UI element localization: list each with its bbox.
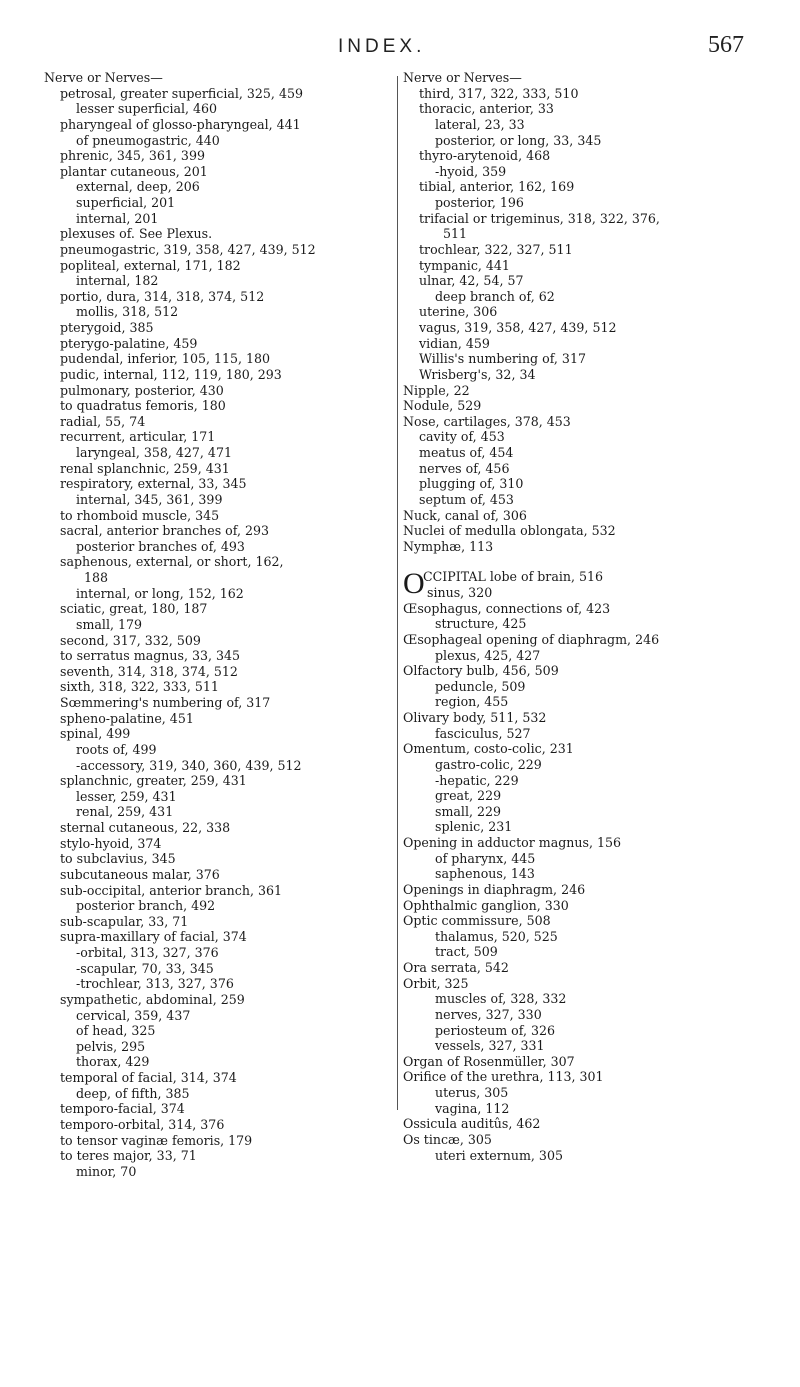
index-subentry: internal, 345, 361, 399 [76, 491, 223, 507]
index-subentry: of head, 325 [76, 1023, 156, 1039]
index-subentry: sub-occipital, anterior branch, 361 [60, 882, 282, 898]
index-subentry: splanchnic, greater, 259, 431 [60, 773, 247, 789]
index-subentry: deep, of fifth, 385 [76, 1085, 190, 1101]
index-subentry: -hepatic, 229 [435, 772, 519, 788]
index-subentry: renal, 259, 431 [76, 804, 174, 820]
index-subentry: deep branch of, 62 [435, 288, 555, 304]
index-heading: Nipple, 22 [403, 382, 470, 398]
index-subentry: seventh, 314, 318, 374, 512 [60, 663, 238, 679]
index-subentry: petrosal, greater superficial, 325, 459 [60, 85, 303, 101]
index-subentry: meatus of, 454 [419, 445, 514, 460]
index-heading: Olfactory bulb, 456, 509 [403, 663, 559, 679]
index-subentry: vessels, 327, 331 [435, 1038, 545, 1054]
section-gap [403, 554, 783, 569]
index-subentry: sacral, anterior branches of, 293 [60, 523, 269, 539]
index-subentry: spinal, 499 [60, 726, 131, 742]
index-subentry: uterine, 306 [419, 304, 498, 320]
index-subentry: sternal cutaneous, 22, 338 [60, 820, 231, 835]
index-subentry: external, deep, 206 [76, 179, 200, 195]
index-subentry: uteri externum, 305 [435, 1147, 563, 1163]
index-section-n [403, 70, 783, 554]
column-divider [397, 76, 398, 1110]
index-subentry: nerves of, 456 [419, 460, 510, 476]
index-heading: Nerve or Nerves— [44, 70, 163, 85]
index-subentry: 511 [443, 226, 468, 242]
right-index-column [403, 70, 783, 1163]
index-subentry: temporal of facial, 314, 374 [60, 1070, 237, 1085]
index-subentry: plugging of, 310 [419, 476, 524, 492]
index-subentry: pterygoid, 385 [60, 320, 154, 335]
index-subentry: posterior, or long, 33, 345 [435, 132, 602, 148]
index-section-o [403, 601, 783, 1164]
index-subentry: thoracic, anterior, 33 [419, 101, 554, 117]
index-heading: Œsophageal opening of diaphragm, 246 [403, 631, 660, 647]
index-subentry: peduncle, 509 [435, 678, 526, 694]
index-heading: Nose, cartilages, 378, 453 [403, 413, 571, 429]
index-subentry: vidian, 459 [419, 335, 490, 351]
index-subentry: pneumogastric, 319, 358, 427, 439, 512 [60, 241, 316, 257]
index-heading: Ophthalmic ganglion, 330 [403, 897, 569, 913]
index-subentry: plantar cutaneous, 201 [60, 163, 208, 179]
index-heading: Orifice of the urethra, 113, 301 [403, 1069, 604, 1085]
index-subentry: thorax, 429 [76, 1054, 150, 1070]
index-subentry: saphenous, 143 [435, 866, 535, 882]
index-subentry: minor, 70 [76, 1163, 137, 1179]
index-heading: Os tincæ, 305 [403, 1131, 492, 1147]
index-subentry: 188 [84, 570, 109, 585]
index-subentry: supra-maxillary of facial, 374 [60, 929, 247, 945]
index-subentry: internal, 182 [76, 273, 159, 289]
index-subentry: plexus, 425, 427 [435, 647, 541, 663]
index-subentry: fasciculus, 527 [435, 725, 531, 741]
index-subentry: temporo-facial, 374 [60, 1101, 185, 1117]
index-heading: Nerve or Nerves— [403, 70, 522, 85]
index-subentry: lesser superficial, 460 [76, 101, 218, 117]
index-subentry: lesser, 259, 431 [76, 788, 177, 804]
occipital-subentry-text: sinus, 320 [427, 585, 493, 600]
index-subentry: laryngeal, 358, 427, 471 [76, 445, 232, 460]
index-subentry: ulnar, 42, 54, 57 [419, 273, 524, 289]
index-subentry: -trochlear, 313, 327, 376 [76, 976, 234, 992]
index-heading: Opening in adductor magnus, 156 [403, 835, 621, 850]
page-number: 567 [708, 32, 744, 58]
index-subentry: radial, 55, 74 [60, 413, 146, 429]
index-heading: Olivary body, 511, 532 [403, 710, 547, 725]
index-subentry: sympathetic, abdominal, 259 [60, 991, 245, 1007]
left-index-column [44, 70, 399, 1179]
index-subentry: sixth, 318, 322, 333, 511 [60, 679, 219, 695]
index-heading: Organ of Rosenmüller, 307 [403, 1053, 575, 1069]
index-subentry: to teres major, 33, 71 [60, 1148, 197, 1164]
index-subentry: posterior branch, 492 [76, 898, 216, 914]
index-heading: Orbit, 325 [403, 975, 469, 991]
page-title: INDEX. [338, 36, 426, 57]
index-subentry: small, 229 [435, 803, 502, 819]
index-subentry: respiratory, external, 33, 345 [60, 476, 247, 492]
index-subentry: mollis, 318, 512 [76, 304, 179, 320]
index-subentry: tibial, anterior, 162, 169 [419, 179, 575, 195]
index-subentry: recurrent, articular, 171 [60, 429, 216, 445]
index-subentry: structure, 425 [435, 616, 527, 632]
index-subentry: gastro-colic, 229 [435, 756, 542, 772]
occipital-entry-text: CCIPITAL lobe of brain, 516 [423, 569, 604, 585]
index-subentry: -accessory, 319, 340, 360, 439, 512 [76, 757, 302, 773]
index-subentry: to tensor vaginæ femoris, 179 [60, 1132, 253, 1148]
index-subentry: -hyoid, 359 [435, 163, 507, 179]
dropcap-letter: O [403, 567, 425, 601]
index-heading: Nuclei of medulla oblongata, 532 [403, 523, 616, 539]
index-entry-occipital-sub [403, 585, 783, 601]
index-subentry: vagus, 319, 358, 427, 439, 512 [419, 320, 617, 335]
index-subentry: -scapular, 70, 33, 345 [76, 960, 214, 976]
index-subentry: septum of, 453 [419, 491, 514, 507]
index-heading: Openings in diaphragm, 246 [403, 881, 586, 897]
index-subentry: Sœmmering's numbering of, 317 [60, 695, 271, 710]
index-subentry: temporo-orbital, 314, 376 [60, 1116, 225, 1132]
index-subentry: splenic, 231 [435, 819, 513, 835]
index-subentry: to quadratus femoris, 180 [60, 398, 226, 414]
index-subentry: nerves, 327, 330 [435, 1006, 542, 1022]
index-subentry: vagina, 112 [435, 1100, 510, 1116]
index-subentry: Wrisberg's, 32, 34 [419, 366, 536, 382]
index-subentry: small, 179 [76, 616, 143, 632]
index-subentry: pelvis, 295 [76, 1038, 146, 1054]
index-subentry: -orbital, 313, 327, 376 [76, 945, 219, 960]
index-subentry: pudendal, inferior, 105, 115, 180 [60, 351, 271, 367]
index-subentry: trochlear, 322, 327, 511 [419, 241, 573, 257]
index-subentry: pterygo-palatine, 459 [60, 335, 198, 351]
index-subentry: subcutaneous malar, 376 [60, 866, 220, 882]
index-subentry: roots of, 499 [76, 741, 157, 757]
index-subentry: cavity of, 453 [419, 429, 505, 445]
index-subentry: to serratus magnus, 33, 345 [60, 648, 241, 664]
index-heading: Nodule, 529 [403, 398, 482, 414]
index-subentry: internal, or long, 152, 162 [76, 585, 244, 601]
index-subentry: thyro-arytenoid, 468 [419, 148, 551, 164]
index-subentry: periosteum of, 326 [435, 1022, 556, 1038]
index-subentry: posterior, 196 [435, 195, 524, 210]
index-subentry: plexuses of. See Plexus. [60, 226, 213, 242]
index-subentry: internal, 201 [76, 210, 159, 226]
index-subentry: Willis's numbering of, 317 [419, 351, 586, 367]
index-subentry: region, 455 [435, 694, 509, 710]
index-subentry: superficial, 201 [76, 195, 176, 210]
index-subentry: of pneumogastric, 440 [76, 132, 220, 148]
index-subentry: third, 317, 322, 333, 510 [419, 85, 579, 101]
index-subentry: to rhomboid muscle, 345 [60, 507, 220, 523]
index-subentry: tympanic, 441 [419, 257, 510, 273]
index-heading: Ossicula auditûs, 462 [403, 1116, 541, 1132]
index-subentry: muscles of, 328, 332 [435, 991, 567, 1007]
index-heading: Optic commissure, 508 [403, 913, 551, 929]
index-subentry: cervical, 359, 437 [76, 1007, 191, 1023]
index-subentry: sciatic, great, 180, 187 [60, 601, 208, 617]
index-subentry: phrenic, 345, 361, 399 [60, 148, 205, 164]
index-heading: Omentum, costo-colic, 231 [403, 741, 574, 757]
index-subentry: sub-scapular, 33, 71 [60, 913, 189, 929]
index-subentry: thalamus, 520, 525 [435, 928, 558, 944]
index-subentry: of pharynx, 445 [435, 850, 536, 866]
index-subentry: second, 317, 332, 509 [60, 632, 201, 648]
index-heading: Nuck, canal of, 306 [403, 507, 527, 523]
index-subentry: saphenous, external, or short, 162, [60, 554, 284, 570]
page-header [0, 0, 800, 60]
index-subentry: to subclavius, 345 [60, 851, 176, 867]
index-subentry: trifacial or trigeminus, 318, 322, 376, [419, 210, 660, 226]
index-heading: Nymphæ, 113 [403, 538, 494, 554]
index-subentry: posterior branches of, 493 [76, 538, 245, 554]
index-subentry: uterus, 305 [435, 1085, 509, 1100]
index-subentry: popliteal, external, 171, 182 [60, 257, 241, 273]
index-subentry: renal splanchnic, 259, 431 [60, 460, 230, 476]
index-subentry: portio, dura, 314, 318, 374, 512 [60, 288, 265, 304]
index-subentry: pudic, internal, 112, 119, 180, 293 [60, 366, 282, 382]
index-subentry: pharyngeal of glosso-pharyngeal, 441 [60, 116, 301, 132]
index-subentry: great, 229 [435, 788, 502, 804]
index-heading: Œsophagus, connections of, 423 [403, 600, 611, 616]
index-subentry: pulmonary, posterior, 430 [60, 382, 224, 398]
index-heading: Ora serrata, 542 [403, 960, 509, 975]
index-subentry: lateral, 23, 33 [435, 116, 525, 132]
index-subentry: stylo-hyoid, 374 [60, 835, 162, 851]
index-subentry: spheno-palatine, 451 [60, 710, 194, 726]
index-subentry: tract, 509 [435, 944, 498, 960]
